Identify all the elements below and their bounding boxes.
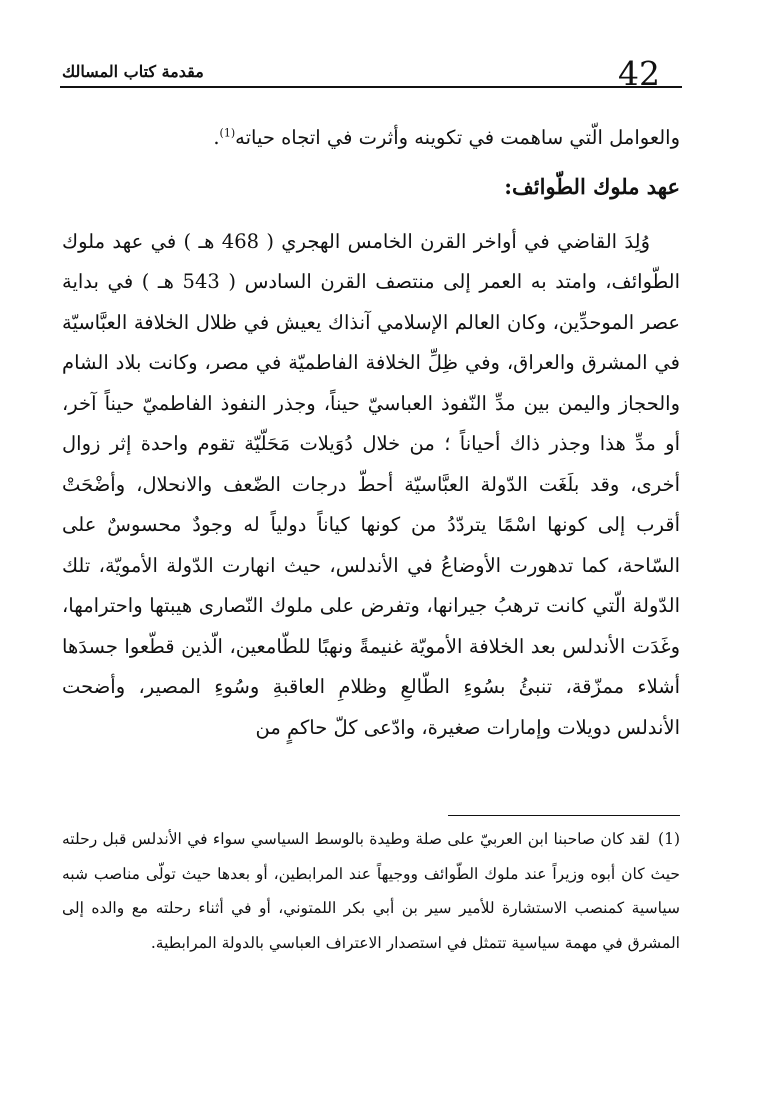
main-text [62,118,680,748]
footnote-item [62,822,680,960]
intro-line [62,118,680,159]
header-divider [60,86,682,88]
footnote-divider [448,815,680,816]
footnote-reference: (1) [219,126,236,140]
running-title: مقدمة كتاب المسالك [62,62,204,81]
footnote-number: (1) [658,830,680,848]
footnote [62,822,680,960]
intro-line-text: والعوامل الّتي ساهمت في تكوينه وأثرت في اتجاه حياته [235,126,680,149]
footnote-text: لقد كان صاحبنا ابن العربيّ على صلة وطيدة بالوسط السياسي سواء في الأندلس قبل رحلته حيث كان أبوه وزيراً عند ملوك الطّوائف ووجيهاً عند المرابطين، أو بعدها حيث تولّى مناصب شبه سياسية كمنصب الاستشارة للأمير سير بن أبي بكر اللمتوني، أو في أثناء رحلته مع والده إلى المشرق في مهمة سياسية تتمثل في استصدار الاعتراف العباسي بالدولة المرابطية. [62,830,680,952]
section-heading: عهد ملوك الطّوائف: [504,173,680,199]
body-paragraph: وُلِدَ القاضي في أواخر القرن الخامس الهجري ( 468 هـ ) في عهد ملوك الطّوائف، وامتد به العمر إلى منتصف القرن السادس ( 543 هـ ) في بداية عصر الموحدِّين، وكان العالم الإسلامي آنذاك يعيش في ظلال الخلافة العبَّاسيّة في المشرق والعراق، وفي ظِلِّ الخلافة الفاطميّة في مصر، وكانت بلاد الشام والحجاز واليمن بين مدِّ النّفوذ العباسيّ حيناً، وجذر النفوذ الفاطميّ حيناً آخر، أو مدِّ هذا وجذر ذاك أحياناً ؛ من خلال دُوَيلات مَحَلّيّة تقوم واحدة إثر زوال أخرى، وقد بلَغَت الدّولة العبَّاسيّة أحطّ درجات الضّعف والانحلال، وأضْحَتْ أقرب إلى كونها اسْمًا يتردّدُ من كونها كياناً دولياً له وجودٌ محسوسٌ على السّاحة، كما تدهورت الأوضاعُ في الأندلس، حيث انهارت الدّولة الأمويّة، تلك الدّولة الّتي كانت ترهبُ جيرانها، وتفرض على ملوك النّصارى هيبتها واحترامها، وغَدَت الأندلس بعد الخلافة الأمويّة غنيمةً ونهبًا للطّامعين، الّذين قطّعوا جسدَها أشلاء ممزّقة، تنبئُ بسُوءِ الطّالعِ وظلامِ العاقبةِ وسُوءِ المصير، وأضحت الأندلس دويلات وإمارات صغيرة، وادّعى كلّ حاكمٍ من [62,229,680,739]
page-number: 42 [618,54,660,93]
intro-line-end: . [213,126,220,149]
